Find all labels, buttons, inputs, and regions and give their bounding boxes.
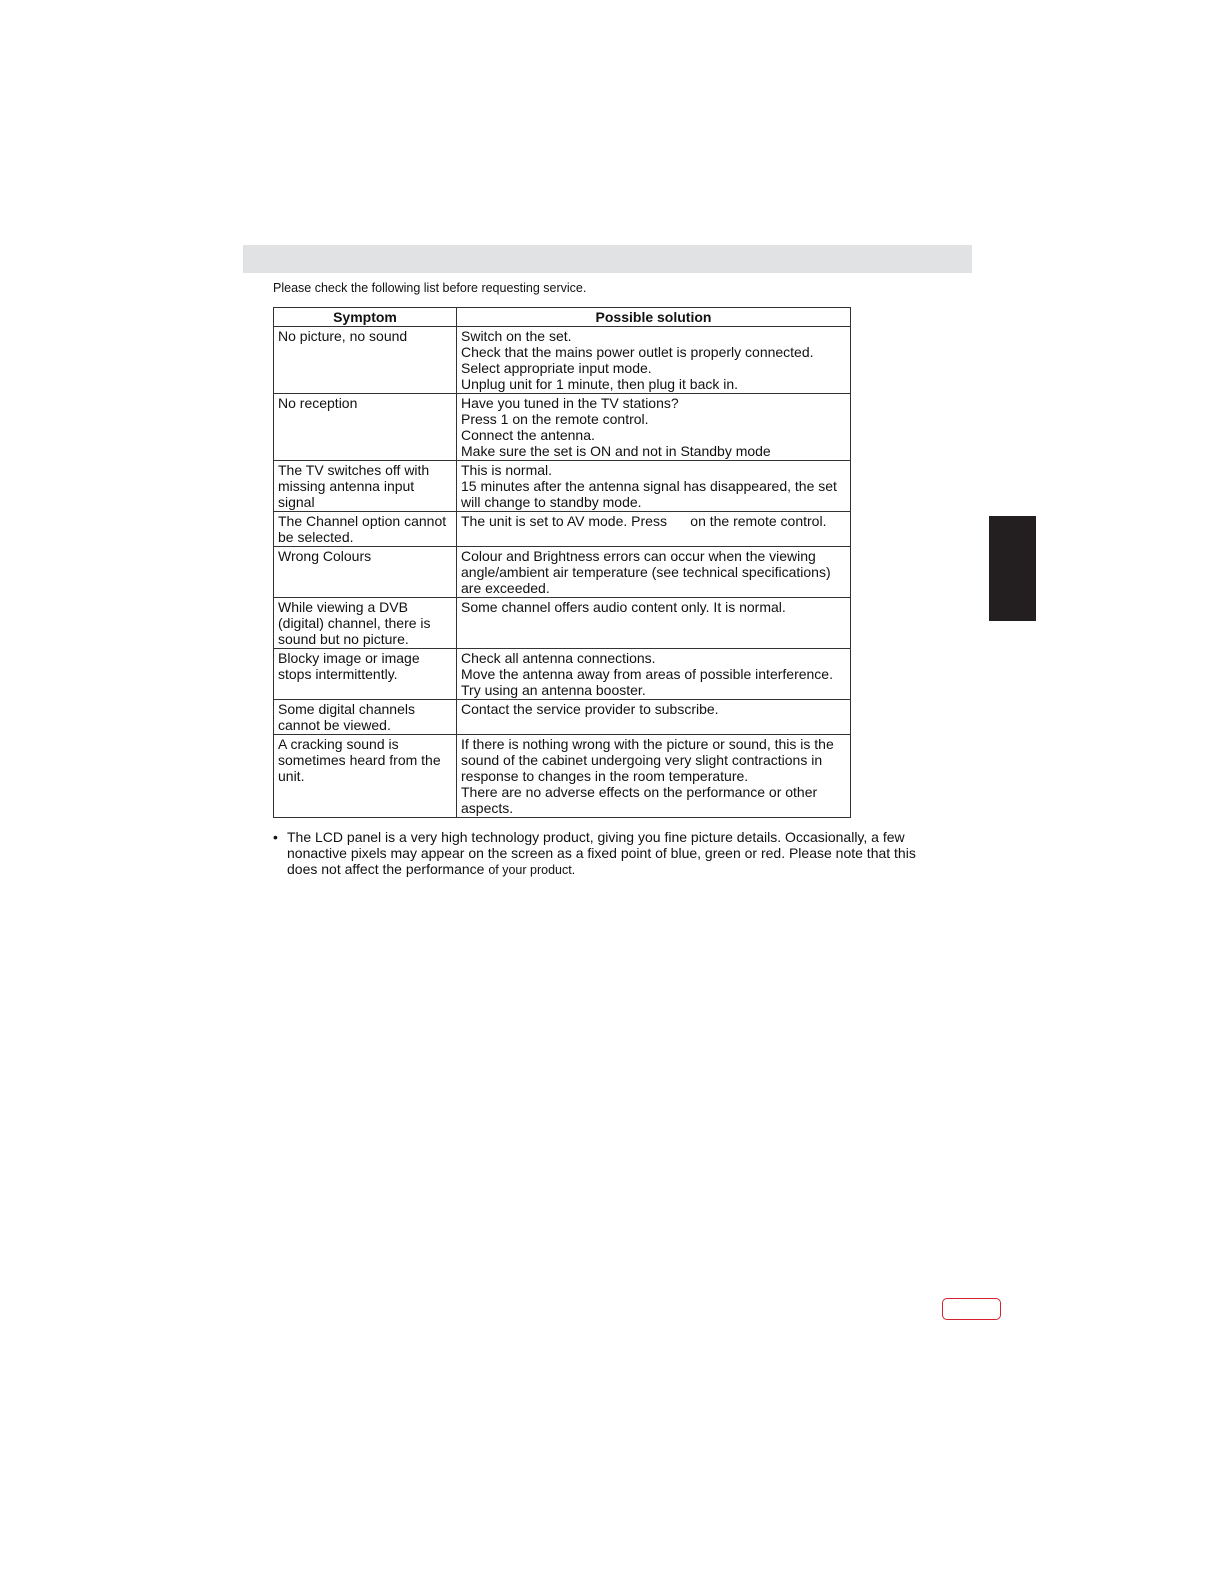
solution-cell (457, 327, 851, 394)
solution-line: Check that the mains power outlet is properly connected. (461, 344, 814, 360)
symptom-cell: While viewing a DVB (digital) channel, there is sound but no picture. (274, 598, 457, 649)
solution-cell (457, 461, 851, 512)
symptom-cell: No reception (274, 394, 457, 461)
solution-cell (457, 700, 851, 735)
table-row (274, 598, 851, 649)
bullet-icon: • (273, 829, 278, 845)
table-row (274, 327, 851, 394)
solution-line: Have you tuned in the TV stations? (461, 395, 679, 411)
solution-line: Colour and Brightness errors can occur when the viewing angle/ambient air temperature (see technical specifications) are exceeded. (461, 548, 831, 596)
solution-line: Select appropriate input mode. (461, 360, 652, 376)
solution-line: Check all antenna connections. (461, 650, 656, 666)
solution-line: Contact the service provider to subscribe. (461, 701, 719, 717)
solution-line: Move the antenna away from areas of possible interference. (461, 666, 833, 682)
page-number-badge (942, 1298, 1001, 1320)
solution-cell (457, 394, 851, 461)
table-row (274, 700, 851, 735)
solution-line: There are no adverse effects on the performance or other aspects. (461, 784, 818, 816)
symptom-cell: The TV switches off with missing antenna input signal (274, 461, 457, 512)
table-row (274, 547, 851, 598)
table-row (274, 649, 851, 700)
lcd-note-tail: of your product. (488, 863, 576, 877)
table-row (274, 461, 851, 512)
symptom-cell: The Channel option cannot be selected. (274, 512, 457, 547)
solution-line: Try using an antenna booster. (461, 682, 646, 698)
solution-line: If there is nothing wrong with the picture or sound, this is the sound of the cabinet undergoing very slight contractions in response to changes in the room temperature. (461, 736, 834, 784)
symptom-cell: Wrong Colours (274, 547, 457, 598)
lcd-note (273, 829, 933, 878)
solution-cell (457, 547, 851, 598)
solution-line: Press 1 on the remote control. (461, 411, 649, 427)
section-header-band (243, 245, 972, 273)
solution-cell (457, 649, 851, 700)
solution-line: Connect the antenna. (461, 427, 595, 443)
symptom-header: Symptom (274, 308, 457, 327)
solution-line: Switch on the set. (461, 328, 572, 344)
intro-text: Please check the following list before requesting service. (273, 281, 587, 295)
table-header-row (274, 308, 851, 327)
table-body (274, 327, 851, 818)
solution-cell (457, 512, 851, 547)
table-row (274, 512, 851, 547)
solution-line: 15 minutes after the antenna signal has disappeared, the set will change to standby mode. (461, 478, 837, 510)
table-row (274, 394, 851, 461)
solution-line: Unplug unit for 1 minute, then plug it back in. (461, 376, 739, 392)
solution-line: Some channel offers audio content only. It is normal. (461, 599, 786, 615)
solution-cell (457, 735, 851, 818)
symptom-cell: A cracking sound is sometimes heard from the unit. (274, 735, 457, 818)
language-side-tab (989, 516, 1036, 621)
symptom-cell: Blocky image or image stops intermittently. (274, 649, 457, 700)
solution-line: Make sure the set is ON and not in Standby mode (461, 443, 771, 459)
solution-cell (457, 598, 851, 649)
lcd-note-main: The LCD panel is a very high technology product, giving you fine picture details. Occasionally, a few nonactive pixels may appear on the screen as a fixed point of blue, green or red. Please note that this does not affect the performance (287, 829, 916, 877)
lcd-note-text (287, 829, 933, 878)
symptom-cell: No picture, no sound (274, 327, 457, 394)
troubleshooting-table (273, 307, 851, 818)
symptom-cell: Some digital channels cannot be viewed. (274, 700, 457, 735)
solution-line: The unit is set to AV mode. Press on the remote control. (461, 513, 827, 529)
table-row (274, 735, 851, 818)
solution-line: This is normal. (461, 462, 553, 478)
solution-header: Possible solution (457, 308, 851, 327)
